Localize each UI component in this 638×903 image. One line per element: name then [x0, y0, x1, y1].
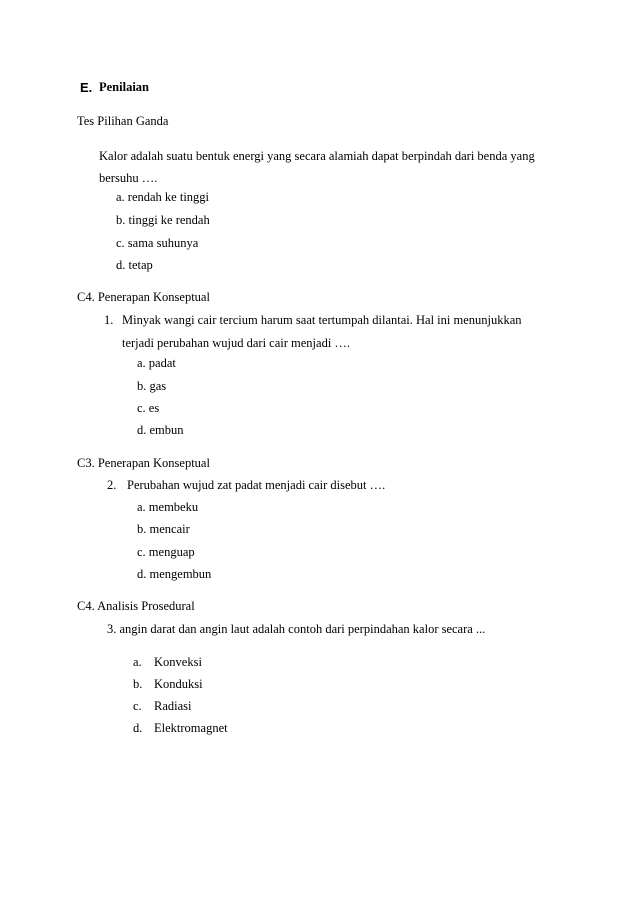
intro-question-line1: Kalor adalah suatu bentuk energi yang secara alamiah dapat berpindah dari benda yang: [99, 149, 535, 163]
q2-option-d: d. mengembun: [137, 567, 212, 581]
q3-option-c-letter: c.: [133, 699, 142, 713]
q2-option-c: c. menguap: [137, 545, 195, 559]
intro-option-b: b. tinggi ke rendah: [116, 213, 210, 227]
section-marker: E.: [80, 80, 93, 95]
q3-option-d-letter: d.: [133, 721, 143, 735]
q3-option-d-label: Elektromagnet: [154, 721, 228, 735]
q2-category: C3. Penerapan Konseptual: [77, 456, 210, 470]
q1-number: 1.: [104, 313, 114, 327]
q3-category: C4. Analisis Prosedural: [77, 599, 195, 613]
q1-line1: Minyak wangi cair tercium harum saat tertumpah dilantai. Hal ini menunjukkan: [122, 313, 522, 327]
q2-option-b: b. mencair: [137, 522, 190, 536]
q2-text: Perubahan wujud zat padat menjadi cair disebut ….: [127, 478, 386, 492]
q3-option-c-label: Radiasi: [154, 699, 192, 713]
q1-option-b: b. gas: [137, 379, 167, 393]
q2-number: 2.: [107, 478, 117, 492]
q1-option-c: c. es: [137, 401, 160, 415]
q1-option-d: d. embun: [137, 423, 184, 437]
q3-option-b-letter: b.: [133, 677, 143, 691]
q1-line2: terjadi perubahan wujud dari cair menjadi ….: [122, 336, 351, 350]
q1-category: C4. Penerapan Konseptual: [77, 290, 210, 304]
section-title: Penilaian: [99, 80, 150, 94]
subheading: Tes Pilihan Ganda: [77, 114, 169, 128]
intro-question-line2: bersuhu ….: [99, 171, 158, 185]
intro-option-c: c. sama suhunya: [116, 236, 199, 250]
intro-option-d: d. tetap: [116, 258, 153, 272]
q1-option-a: a. padat: [137, 356, 176, 370]
q3-option-a-letter: a.: [133, 655, 142, 669]
intro-option-a: a. rendah ke tinggi: [116, 190, 210, 204]
q3-text: 3. angin darat dan angin laut adalah contoh dari perpindahan kalor secara ...: [107, 622, 486, 636]
q3-option-b-label: Konduksi: [154, 677, 203, 691]
q3-option-a-label: Konveksi: [154, 655, 202, 669]
q2-option-a: a. membeku: [137, 500, 199, 514]
